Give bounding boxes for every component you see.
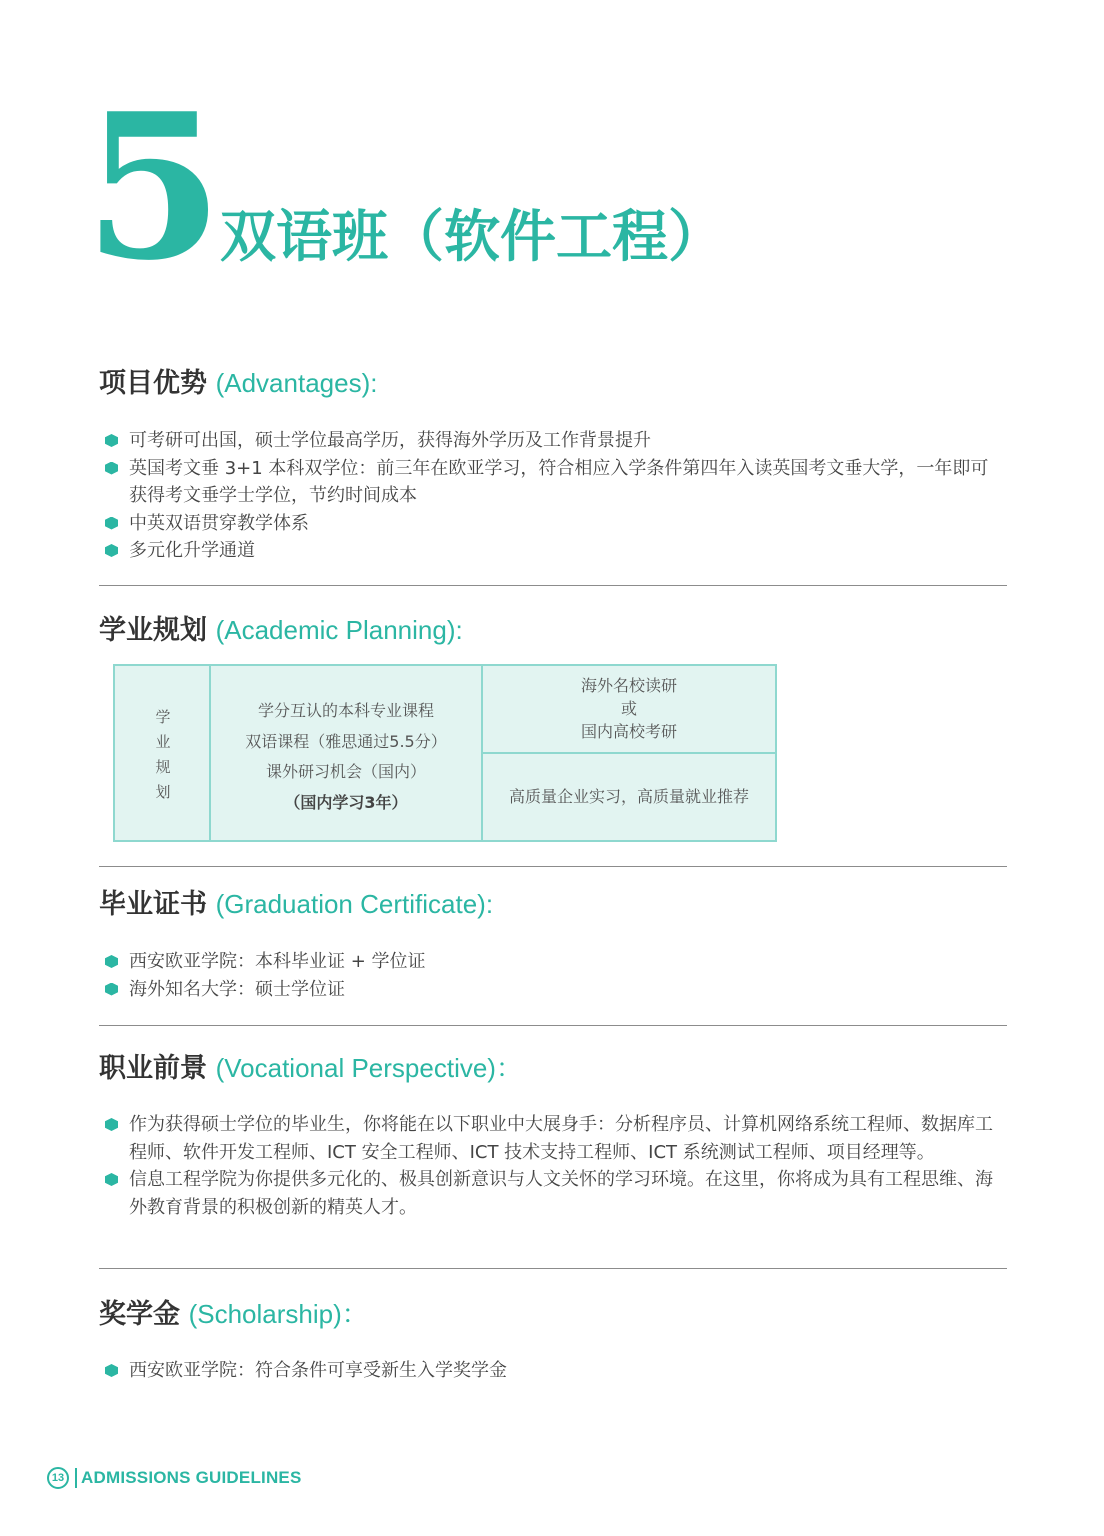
certificate-heading-en: (Graduation Certificate):: [215, 889, 494, 919]
footer-separator: [75, 1468, 77, 1488]
list-item: [104, 455, 1004, 510]
further-study-line: 或: [620, 699, 637, 718]
planning-heading: [99, 613, 463, 648]
advantages-heading: [99, 366, 377, 401]
hexagon-bullet-icon: [105, 434, 118, 447]
further-study-line: 海外名校读研: [580, 676, 677, 695]
page-footer: [47, 1466, 302, 1490]
hexagon-bullet-icon: [105, 517, 118, 530]
hexagon-bullet-icon: [105, 955, 118, 968]
list-item: [104, 537, 1004, 565]
section-divider: [99, 1025, 1007, 1026]
footer-title: ADMISSIONS GUIDELINES: [81, 1468, 302, 1487]
certificate-list: [104, 948, 1004, 1003]
domestic-line: 双语课程（雅思通过5.5分）: [245, 731, 447, 751]
list-item: [104, 1357, 1004, 1385]
label-char: 规: [155, 758, 171, 776]
planning-vertical-label: [115, 705, 211, 805]
section-divider: [99, 1268, 1007, 1269]
list-item-text: 海外知名大学：硕士学位证: [129, 978, 345, 1000]
advantages-heading-cn: 项目优势: [99, 368, 207, 399]
vocational-heading-cn: 职业前景: [99, 1053, 207, 1084]
list-item: [104, 510, 1004, 538]
vocational-heading-en: (Vocational Perspective)：: [215, 1053, 522, 1083]
certificate-heading: [99, 887, 493, 922]
advantages-list: [104, 427, 1004, 565]
label-char: 划: [155, 783, 171, 801]
label-char: 学: [155, 708, 171, 726]
list-item: [104, 1111, 1004, 1166]
hexagon-bullet-icon: [105, 1364, 118, 1377]
planning-future-column: [483, 666, 775, 840]
domestic-line: 课外研习机会（国内）: [265, 762, 426, 781]
planning-heading-cn: 学业规划: [99, 615, 207, 646]
list-item: [104, 427, 1004, 455]
career-line: 高质量企业实习，高质量就业推荐: [508, 787, 749, 806]
list-item-text: 可考研可出国，硕士学位最高学历，获得海外学历及工作背景提升: [129, 430, 651, 451]
domestic-line: 学分互认的本科专业课程: [257, 701, 434, 720]
planning-career-cell: [483, 754, 775, 840]
hexagon-bullet-icon: [105, 1173, 118, 1186]
list-item-text: 作为获得硕士学位的毕业生，你将能在以下职业中大展身手：分析程序员、计算机网络系统工程师、数据库工程师、软件开发工程师、ICT 安全工程师、ICT 技术支持工程师、ICT 系统测试工程师、项目经理等。: [129, 1114, 993, 1163]
scholarship-heading-en: (Scholarship)：: [188, 1299, 368, 1329]
advantages-heading-en: (Advantages):: [215, 368, 378, 398]
list-item: [104, 948, 1004, 976]
list-item-text: 西安欧亚学院：本科毕业证 + 学位证: [129, 951, 426, 972]
planning-heading-en: (Academic Planning):: [215, 615, 463, 645]
list-item-text: 英国考文垂 3+1 本科双学位：前三年在欧亚学习，符合相应入学条件第四年入读英国考文垂大学，一年即可获得考文垂学士学位，节约时间成本: [129, 457, 989, 506]
planning-domestic-cell: [211, 666, 483, 840]
academic-planning-table: [113, 664, 777, 842]
list-item-text: 西安欧亚学院：符合条件可享受新生入学奖学金: [129, 1360, 507, 1381]
hexagon-bullet-icon: [105, 1118, 118, 1131]
list-item-text: 信息工程学院为你提供多元化的、极具创新意识与人文关怀的学习环境。在这里，你将成为具有工程思维、海外教育背景的积极创新的精英人才。: [129, 1169, 993, 1218]
hexagon-bullet-icon: [105, 983, 118, 996]
scholarship-heading-cn: 奖学金: [99, 1299, 180, 1330]
section-divider: [99, 866, 1007, 867]
list-item: [104, 1166, 1004, 1221]
planning-further-study-cell: [483, 666, 775, 754]
vocational-heading: [99, 1051, 522, 1086]
label-char: 业: [155, 733, 171, 751]
scholarship-list: [104, 1357, 1004, 1385]
planning-label-cell: [115, 666, 211, 840]
hexagon-bullet-icon: [105, 544, 118, 557]
section-number: 5: [84, 70, 220, 305]
vocational-list: [104, 1111, 1004, 1221]
page-title: 双语班（软件工程）: [220, 205, 724, 270]
section-divider: [99, 585, 1007, 586]
certificate-heading-cn: 毕业证书: [99, 889, 207, 920]
further-study-line: 国内高校考研: [580, 722, 677, 741]
hexagon-bullet-icon: [105, 462, 118, 475]
list-item-text: 中英双语贯穿教学体系: [129, 512, 309, 534]
domestic-duration: （国内学习3年）: [284, 792, 408, 812]
page-number-badge: 13: [47, 1467, 69, 1489]
scholarship-heading: [99, 1297, 368, 1332]
list-item-text: 多元化升学通道: [129, 540, 255, 561]
list-item: [104, 976, 1004, 1004]
